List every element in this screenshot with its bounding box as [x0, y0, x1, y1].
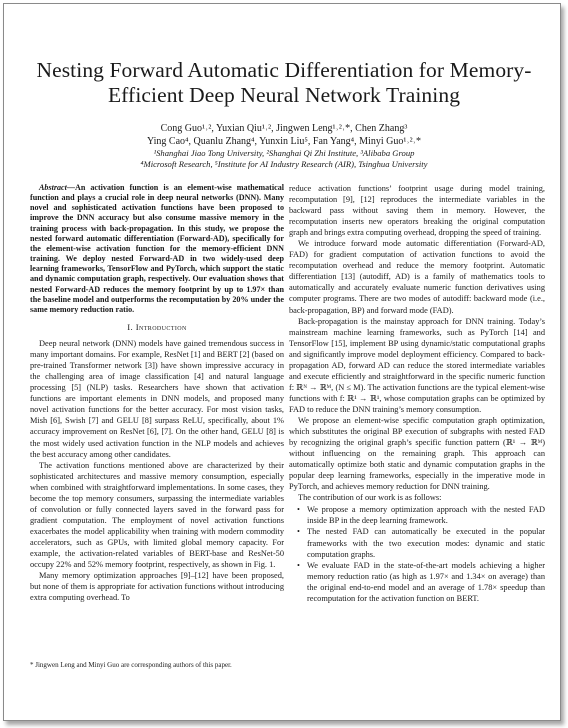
author-line-2: Ying Cao⁴, Quanlu Zhang⁴, Yunxin Liu⁵, Fan Yang⁴, Minyi Guo¹˒²˒*: [146, 135, 421, 147]
intro-paragraph-3: Many memory optimization approaches [9]–[12] have been proposed, but none of them is appropriate for activation functions without introducing extra computing overhead. To: [30, 571, 284, 603]
right-column: [289, 183, 545, 604]
author-line-1: Cong Guo¹˒², Yuxian Qiu¹˒², Jingwen Leng¹˒²˒*, Chen Zhang³: [160, 123, 408, 134]
right-paragraph-4: The contribution of our work is as follows:: [298, 493, 442, 503]
intro-paragraph-1: Deep neural network (DNN) models have gained tremendous success in many important domains. For example, ResNet [1] and BERT [2] (based on pre-trained Transformer network [3]) have shown impressive accuracy in the challenging area of image classification [4] and natural language processing [5] (NLP) tasks. Researchers have shown that activation functions are important elements in DNN models, and proposed many novel activation functions for the better accuracy. For most vision tasks, Mish [6], Swish [7] and GELU [8] surpass ReLU, specifically, about 1% accuracy improvement on ResNet [6], [7]. On the other hand, GELU [8] is the most widely used activation function in the NLP models and achieves the best accuracy among other candidates.: [30, 339, 284, 459]
author-block: [14, 123, 554, 170]
abstract-label: Abstract: [39, 183, 67, 192]
right-paragraph-0: reduce activation functions’ footprint usage during model training, recomputation [9], [12] reproduces the intermediate variables in the backward pass without saving them in memory. However, the recomputation inserts new operators breaking the original computation graph and brings extra computing overhead, dropping the speed of training.: [289, 184, 545, 238]
affiliation-line-2: ⁴Microsoft Research, ⁵Institute for AI Industry Research (AIR), Tsinghua University: [140, 159, 428, 169]
right-paragraph-1: We introduce forward mode automatic differentiation (Forward-AD, FAD) for gradient computation of activation functions to avoid the recomputation overhead and reduce the memory footprint. Automatic differentiation [13] (autodiff, AD) is a family of mathematics tools to automatically and accurately evaluate numeric function derivatives using computer programs. There are two modes of autodiff: backward mode (i.e., back-propagation, BP) and forward mode (FAD).: [289, 239, 545, 315]
right-paragraph-2: Back-propagation is the mainstay approach for DNN training. Today’s mainstream machine learning frameworks, such as PyTorch [14] and TensorFlow [15], implement BP using dynamic/static computational graphs and significantly improve model deployment efficiency. Compared to back-propagation AD, forward AD can reduce the stored intermediate variables and execute efficiently and straightforward in the specific numeric function f: ℝᴺ → ℝᴹ, (N ≤ M). The activation functions are the typical element-wise functions with f: ℝ¹ → ℝ¹, whose computation graphs can be optimized by FAD to reduce the DNN training’s memory consumption.: [289, 316, 545, 414]
contribution-item: • We propose a memory optimization approach with the nested FAD inside BP in the deep learning framework.: [307, 504, 545, 526]
abstract-text: —An activation function is an element-wise mathematical function and plays a crucial role in deep neural networks (DNN). Many novel and sophisticated activation functions have been proposed to improve the DNN accuracy but also consume massive memory in the training process with back-propagation. In this study, we propose the nested forward automatic differentiation (Forward-AD), specifically for the element-wise activation function for the memory-efficient DNN training. We deploy nested Forward-AD in two widely-used deep learning frameworks, TensorFlow and PyTorch, which support the static and dynamic computation graph, respectively. Our evaluation shows that nested Forward-AD reduces the memory footprint by up to 1.97× than the baseline model and outperforms the recomputation by 20% under the same memory reduction ratio.: [30, 183, 284, 314]
footnote-text: * Jingwen Leng and Minyi Guo are corresponding authors of this paper.: [30, 661, 232, 669]
abstract: [30, 183, 284, 315]
left-column: [30, 183, 284, 603]
contribution-item: • We evaluate FAD in the state-of-the-art models achieving a higher memory reduction ratio (as high as 1.97× and 1.34× on average) than the original end-to-end model and an average of 1.78× speedup than recomputation for the activation function on BERT.: [307, 560, 545, 604]
footnote: [30, 661, 284, 670]
contribution-item: • The nested FAD can automatically be executed in the popular frameworks with the two execution modes: dynamic and static computation graphs.: [307, 526, 545, 559]
intro-paragraph-2: The activation functions mentioned above are characterized by their sophisticated architectures and massive memory consumption, especially when combined with straightforward implementations. In some cases, they become the top memory consumers, surpassing the intermediate variables of convolution or fully connected layers saved in the forward pass for gradient computation. The employment of novel activation functions exacerbates the model applicability when training with modern commodity accelerators, such as GPUs, with limited global memory capacity. For example, the activation-related variables of BERT-base and ResNet-50 occupy 22% and 52% memory footprint, respectively, as shown in Fig. 1.: [30, 460, 284, 570]
section-heading-introduction: I. Introduction: [127, 322, 187, 333]
contribution-list: [289, 504, 545, 603]
right-paragraph-3: We propose an element-wise specific computation graph optimization, which substitutes the original BP execution of subgraphs with nested FAD by recognizing the original graph’s specific function pattern (ℝ¹ → ℝᴹ) without influencing on the remaining graph. This approach can automatically optimize both static and dynamic computation graphs in the popular deep learning frameworks, especially in the imperative mode in PyTorch, and achieves memory reduction for DNN training.: [289, 415, 545, 492]
paper-title: Nesting Forward Automatic Differentiation for Memory-Efficient Deep Neural Network Training: [36, 58, 532, 107]
affiliation-line-1: ¹Shanghai Jiao Tong University, ²Shanghai Qi Zhi Institute, ³Alibaba Group: [153, 148, 415, 158]
